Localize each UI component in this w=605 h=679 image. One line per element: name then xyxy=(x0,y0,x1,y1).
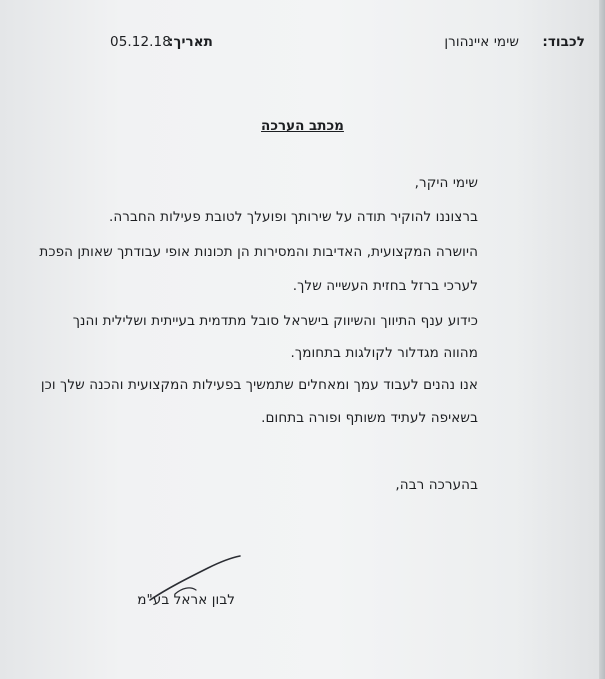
closing: בהערכה רבה, xyxy=(395,477,478,493)
greeting: שימי היקר, xyxy=(414,175,478,191)
body-line-6: אנו נהנים לעבוד עמך ומאחלים שתמשיך בפעילות המקצועית והכנה שלך וכן xyxy=(40,377,478,393)
body-line-3: לערכי ברזל בחזית העשייה שלך. xyxy=(292,278,478,294)
body-line-4: כידוע ענף התיווך והשיווק בישראל סובל מתדמית בעייתית ושלילית והנך xyxy=(72,313,478,329)
date-value: 05.12.18 xyxy=(110,34,171,50)
body-line-2: היושרה המקצועית, האדיבות והמסירות הן תכונות אופי עבודתך שאותן הפכת xyxy=(39,244,478,260)
body-line-7: בשאיפה לעתיד משותף ופורה בתחום. xyxy=(261,410,478,426)
to-label: לכבוד: xyxy=(542,34,585,50)
date-label: תאריך: xyxy=(168,34,213,50)
letter-title: מכתב הערכה xyxy=(261,118,344,134)
signature-company: לבון אראל בע"מ xyxy=(137,592,235,608)
body-line-1: ברצוננו להוקיר תודה על שירותך ופועלך לטובת פעילות החברה. xyxy=(108,209,478,225)
recipient-name: שימי איינהורן xyxy=(444,34,519,50)
body-line-5: מהווה מגדלור לקולגות בתחומך. xyxy=(290,345,478,361)
